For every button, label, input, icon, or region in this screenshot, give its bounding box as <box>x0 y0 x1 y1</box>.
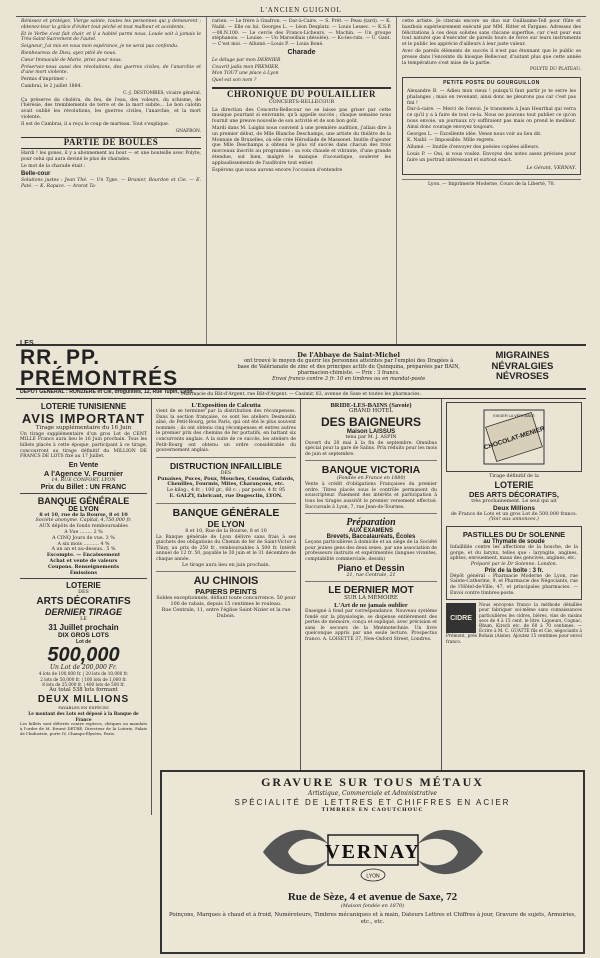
prep-sub: AUX EXAMENS <box>348 528 393 535</box>
ad-column-2 <box>152 399 301 815</box>
chronique-title: CHRONIQUE DU POULAILLIER <box>226 88 377 99</box>
pastilles-sub: au Thymate de soude <box>483 539 545 546</box>
gravure-title: GRAVURE SUR TOUS MÉTAUX <box>261 775 484 789</box>
chronique-subtitle: CONCERTS-BELLECOUR <box>268 98 335 105</box>
divider <box>156 457 296 458</box>
pastilles-prix: Prix de la boîte : 3 fr. <box>484 567 544 574</box>
victoria-title: BANQUE VICTORIA <box>321 464 421 477</box>
vernay-name: VERNAY <box>324 841 421 863</box>
vernay-lyon: LYON <box>365 873 380 880</box>
ad-column-4 <box>442 399 586 815</box>
banque-addr: 8 et 10, rue de la Bourse, 8 et 10 <box>39 511 128 518</box>
prep-brevets: Brevets, Baccalauréats, Écoles <box>326 534 416 541</box>
escompte: Escompte. — Encaissement <box>46 552 121 559</box>
cidre-ad <box>446 603 582 645</box>
chocolat-menier-logo <box>479 405 549 469</box>
vernay-ornament <box>243 819 503 885</box>
prep-addr: 21, rue Centrale, 21 <box>346 572 396 578</box>
chronique-paragraph: La direction des Concerts-Bellecour ne se laisse pas griser par cette musique pourtant si enivrante, qu'à appelle succès ; chaque semaine nous fournit une preuve nouvelle de son activité et de son bon goût. <box>212 107 391 125</box>
premontres-title: RR. PP. PRÉMONTRÉS <box>20 345 179 390</box>
gerant: Le Gérant, VERNAY. <box>526 165 576 171</box>
commentary: Ça préserve du choléra, du feu, de l'eau, des voleurs, du schisme, de l'hérésie, des tremblements de terre et de la mort subite... Le bon calotin avait oublié les révolutions, les guerres civiles, l'anarchie, et la mort violente. <box>21 97 201 120</box>
lot-un: Un Lot de 200,000 Fr. <box>49 663 118 671</box>
lot-line: 8 lots de 25,000 fr. | 400 lots de 500 fr. <box>42 682 125 688</box>
banque2-addr: 8 et 10, Rue de la Bourse, 8 et 10 <box>185 528 267 534</box>
pastilles-title: PASTILLES DU Dr SOLENNE <box>462 530 566 540</box>
lot-dernier: DERNIER TIRAGE <box>44 607 122 618</box>
ads-area <box>16 399 586 815</box>
charade-line: Le déluge par mon DERNIER <box>212 57 281 63</box>
mot-sub: SUR LA MÉMOIRE <box>344 595 398 602</box>
poem-line: Préservez-nous aussi des révolutions, des guerres civiles, de l'anarchie et d'une mort violente. <box>21 64 201 76</box>
abbey-title: De l'Abbaye de Saint-Michel <box>297 351 401 359</box>
chinois-title: AU CHINOIS <box>193 575 259 588</box>
chronique-cont: cette artiste. Je citerais encore un duo sur Guillaume-Tell pour flûte et hautbois supérieurement exécuté par MM. Ritter et Fargues. Adressez des félicitations à ces deux solistes sans chicane superflue, car c'est pour eux tout naturel que d'exécuter de pareils tours de force sur leurs instruments et le public les apprécie d'ailleurs à leur juste valeur. <box>402 19 581 48</box>
lot-amount: 500,000 <box>47 643 120 666</box>
bride-title: BRIDE-LES-BAINS (Savoie) <box>330 402 412 409</box>
poem-line: Bénissez et protégez, Vierge sainte, toutes les personnes qui y demeurent ; obtenez-leur la grâce d'éviter tout péché et tout malheur et accidents. <box>21 19 201 30</box>
banque-title: BANQUE GÉNÉRALE <box>37 495 130 506</box>
charade-line: Quel est son nom ? <box>212 78 257 84</box>
prix-billet: Prix du Billet : UN FRANC <box>20 484 147 494</box>
loterie4-text: très prochainement. Le seul qui ait <box>471 498 557 504</box>
taux-line: A CINQ Jours de vue. 3 % <box>52 535 115 541</box>
tirage-text: Tirage définitif de la <box>489 474 539 479</box>
commentary: Il est de Cambrai, il a reçu le coup de marteau. Tout s'explique. <box>21 121 170 127</box>
victoria-sub: (Fondée en France en 1880) <box>336 476 406 482</box>
lot-title: LOTERIE <box>66 581 101 591</box>
agence: A l'Agence V. Fournier <box>43 468 124 478</box>
premontres-les: LES <box>20 339 34 347</box>
chinois-addr: Rue Centrale, 11, entre l'église Saint-Nizier et la rue Dubois. <box>161 607 291 619</box>
premontres-left <box>20 340 234 395</box>
bride-hotel: GRAND HOTEL <box>348 408 394 414</box>
taux-line: A un an et au-dessus.. 5 % <box>51 547 116 553</box>
prep-text: Leçons particulières à domicile et au siège de la Société pour jeunes gens des deux sexes, par une association de professeurs instruits et expérimentés (langues vivantes, comptabilité commerciale, dessin) <box>305 540 437 562</box>
pastilles-text: Infaillible contre les affections de la bouche, de la gorge, et du larynx, telles que : laryngite, angines, aphtes, enrouement, maux des gencives, angines, etc. <box>450 545 578 562</box>
prep-title: Préparation <box>346 517 396 529</box>
lot-date: 31 Juillet prochain <box>48 622 119 632</box>
gravure-ad <box>160 770 585 954</box>
poste-item: Louis P. — Oui, si vous voulez. Envoyez des notes assez précises pour faire un portrait intéressant et surtout exact. <box>407 151 576 163</box>
divider <box>156 503 296 504</box>
premontres-middle <box>234 352 462 382</box>
imprimerie: Lyon. — Imprimerie Moderne, Cours de la Liberté, 70. <box>402 179 581 188</box>
permis-place: Cambrai, le 2 juillet 1884. <box>21 83 82 89</box>
loterie4-title: LOTERIE <box>494 479 534 490</box>
pharmacies-line: Pharmacie du Bât-d'Argent, rue Bât-d'Argent. — Casimir, 83, avenue de Saxe et toutes les pharmacies. <box>16 390 586 399</box>
signature: GNAFRON. <box>175 128 201 134</box>
charade-title: Charade <box>287 48 316 56</box>
distr-list: Punaises, Puces, Poux, Mouches, Cousins, Cafards, Chenilles, Fourmis, Mites, Charançons, etc. <box>157 475 295 488</box>
ailment: NÉVRALGIES <box>491 360 554 372</box>
loterie4-note: (Voir aux annonces.) <box>489 517 539 523</box>
lot-dix: DIX GROS LOTS <box>58 631 109 639</box>
agence-addr: 14, RUE CONFORT, LYON <box>51 477 116 483</box>
distr-maker: E. GALZY, fabricant, rue Dugesclin, LYON. <box>169 492 283 499</box>
column-1 <box>16 17 207 344</box>
ailment: NÉVROSES <box>496 371 549 383</box>
column-2 <box>207 17 397 344</box>
signature: POLYTE DU PLATEAU. <box>529 67 581 73</box>
gravure-fonde: (Maison fondée en 1870) <box>340 903 405 909</box>
chronique-paragraph: Espérons que nous aurons encore l'occasion d'entendre <box>212 167 343 173</box>
abbey-envoi: Envoi franco contre 3 fr. 10 en timbres ou en mandat-poste <box>272 376 426 382</box>
poste-item: K. Naibl. — Impossible. Mille regrets. <box>407 138 495 144</box>
choc-banner: EXIGER LA VÉRITABLE <box>493 414 535 418</box>
loterie-tunisienne-title: LOTERIE TUNISIENNE <box>40 402 127 411</box>
chronique-cont: Avec de pareils éléments de succès il n'est pas étonnant que le public se presse dans l'enceinte du kiosque Bellecour, d'autant plus que cette année la température s'est mise de la partie. <box>402 48 581 66</box>
gravure-spec: SPÉCIALITÉ DE LETTRES ET CHIFFRES EN ACIER <box>234 798 511 807</box>
premontres-depot: DÉPÔT GÉNÉRAL : RONZIÈRE et Cie, droguistes, 12, Rue Tupin, Lyon <box>20 388 193 395</box>
banque2-title: BANQUE GÉNÉRALE <box>172 506 280 519</box>
poste-item: Dar-à-caire. — Merci de l'envoi. Je transmets à Jean Heurthal qui verra ce qu'il y a à faire de tout ce-la. Nous ne pouvons tout publier ce qu'on nous envoie, un journaux n'y suffiraient pas mais on prend le meilleur. Ainsi donc courage envoyez toujours. <box>407 107 576 130</box>
ad-column-1 <box>16 399 152 815</box>
partie-mot: Le mot de la charade était : <box>21 163 86 169</box>
achat: Achat et vente de valeurs <box>49 557 118 564</box>
charade-line: Mon TOUT une place à Lyon <box>212 71 279 77</box>
gravure-timbres: TIMBRES EN CAOUTCHOUC <box>321 807 424 813</box>
pastilles-ad <box>446 526 582 600</box>
partie-answer: Belle-cour <box>21 170 51 177</box>
lot-le: LE <box>80 617 87 623</box>
poem-line: Seigneur, j'ai mis en vous mon espérance, je ne serai pas confondu. <box>21 44 179 50</box>
banque2-text: La Banque générale de Lyon délivre sans frais à ses guichets des obligations du Chemin de fer de Saint-Victor à Thizy, au prix de 250 fr., remboursables à 500 fr. Intérêt annuel de 12 fr. 50, payable le 30 juin et le 31 décembre de chaque année. <box>156 534 296 562</box>
lot-payables: PAYABLES EN ESPÈCES <box>58 704 109 710</box>
lot-millions: DEUX MILLIONS <box>37 693 130 705</box>
poste-title: PETITE POSTE DU GOURGUILLON <box>443 80 540 87</box>
banque-depots: AUX dépôts de fonds remboursables <box>39 524 128 530</box>
lot-depot: Le montant des Lots est déposé à la Banque de France <box>28 710 139 722</box>
taux-line: A six mois .......... 4 % <box>57 541 110 547</box>
divider <box>156 571 296 572</box>
emissions: Émissions <box>20 571 147 580</box>
editorial-columns <box>16 16 586 344</box>
mot-title: LE DERNIER MOT <box>328 585 414 597</box>
vente: En Vente <box>68 461 99 469</box>
chinois-text: Soldes exceptionnels, défiant toute concurrence. 50 pour 100 de rabais, depuis 15 centimes le rouleau. <box>156 596 296 608</box>
bride-maison: Maison LAISSUS <box>346 428 396 435</box>
banque-sa: Société anonyme. Capital, 4,750,000 fr. <box>35 518 132 524</box>
partie-solutions: Solutions justes : Jean Thé. — Un Type. — Brunier, Bourdon et Cie. — E. Paté. — K. Rapace. — Ararat Ta- <box>21 178 201 190</box>
abbey-text: ont trouvé le moyen de guérir les personnes atteintes par l'emploi des Dragées à base de Valérianate de zinc et des principes actifs du Quinquina, préparées par BAIN, pharmacien-chimiste. — Prix : 3 francs. <box>237 358 460 376</box>
bride-text: Ouvert du 20 mai à la fin de septembre. Omnibus spécial pour la gare de Salins. Prix réduits pour les mois de juin et septembre. <box>305 440 437 457</box>
banque2-tirage: Le tirage aura lieu en juin prochain. <box>182 562 270 568</box>
poste-item: Alexandre B. — Adieu mon vieux ! puisqu'il faut partir je te serre les phalanges ; mais en revenant, ainsi donc ne pleurons pas car c'est pas fini ! <box>407 88 576 106</box>
lot-des: DES <box>78 590 89 596</box>
running-head: L'ANCIEN GUIGNOL <box>260 6 342 14</box>
distr-title: DISTRUCTION INFAILLIBLE <box>170 460 282 471</box>
premontres-right <box>463 351 582 383</box>
charade-line: Couvrit jadis mon PREMIER, <box>212 64 280 70</box>
ailment: MIGRAINES <box>495 350 550 362</box>
mot-art: L'Art de ne jamais oublier <box>334 602 408 610</box>
gravure-sub: Artistique, Commerciale et Administrative <box>308 790 437 797</box>
lot-de: Lot de <box>76 638 91 645</box>
lot-billets: Les billets sont délivrés contre espèces, chèques ou mandats à l'ordre de M. Ernest DETRÉ, Directeur de la Loterie, Palais de l'Industrie, porte IV, Champs-Élysées, Paris. <box>20 721 147 736</box>
mot-text: Enseigné à fond par correspondance. Nouveau système fondé sur la physiologie, se dispense entièrement des pertes de mémoire, conçu et expliqué, avec précision et sans le secours de la Mnémotechnie. Un livre quelconque appris par une seule lecture. Prospectus franco. A. LOISETTE 37, New-Oxford Street, Londres. <box>305 609 437 643</box>
taux-line: A Vue ........ 2 % <box>64 529 103 535</box>
gravure-foot: Poinçons, Marques à chaud et à froid, Numéroteurs, Timbres mécaniques et à main, Dateurs Lettres et Chiffres à jour, Gravure de sujets, Armoiries, etc., etc. <box>168 912 577 925</box>
banque2-city: DE LYON <box>207 518 245 529</box>
loterie4-text2: de Francs de Lots et un gros Lot de 500,000 francs. <box>450 511 578 517</box>
divider <box>305 513 437 514</box>
chocolat-menier-ad <box>446 402 582 472</box>
choc-label: CHOCOLAT-MENIER <box>483 425 546 452</box>
loterie4-des: DES ARTS DÉCORATIFS, <box>468 489 559 499</box>
column-3 <box>397 17 586 344</box>
petite-poste <box>402 77 581 175</box>
poste-item: Georges L. — Excellente idée. Venez nous voir au lieu dit. <box>407 131 542 137</box>
lot-line: 4 lots de 100,000 fr. | 20 lots de 10,000 fr. <box>38 670 129 676</box>
avis-sub: Tirage supplémentaire du 16 Juin <box>35 425 132 431</box>
lot-arts: ARTS DÉCORATIFS <box>36 596 131 608</box>
solutions-cont: rarien. — Le frère à Gnafron. — Dar-à-Caire. — S. Prêt. — Peau (tard). — K. Naibl. — Elle ou lui. Georges L. — Léon Desplatz. — Louis Lessec. — K.S.P.—08.N.100. — Le cercle des Francs-Licheurs. — Machin. — Un groupe stéphanois. — Louise. — Un Marseillais (désolée). — Ko-les-rats. — U. Gant. — C'est moi. — Allumé.—Louis P. — Louis Boné. <box>212 19 391 48</box>
coupons: Coupons. Renseignements <box>47 563 120 570</box>
poem-line: Et le Verbe s'est fait chair, et il a habité parmi nous. Louée soit à jamais le Très-Saint-Sacrement de l'autel. <box>21 31 201 43</box>
poste-item: Allumé. — Inutile d'envoyer des poésies copiées ailleurs. <box>407 145 540 151</box>
ad-column-3 <box>301 399 442 815</box>
distr-price: Le kilog., 4 fr. ; 100 gr., 60 c. ; par poste, 4 fr. 95 <box>166 488 286 494</box>
banque-city: DE LYON <box>68 505 99 513</box>
chinois-sub: PAPIERS PEINTS <box>195 587 257 597</box>
cidre-text: Nous envoyons franco la méthode détaillée pour fabriquer soi-même sans connaissances particulières les cidres, bières, vins de raisins secs de 4 à 15 cent. le litre. Liqueurs, Cognac, Rhum, Kirsch etc. de 60 à 70 centimes. — Écrire à M. C. GUATTE fils et Cie, négociants à Prémont, près Rohaix (Aisne). Ajoutez 15 centimes pour envoi franco. <box>446 603 582 645</box>
permis-label: Permis d'imprimer : <box>21 77 68 83</box>
bride-baigneurs: DES BAIGNEURS <box>320 414 421 429</box>
poem-line: Cœur Immaculé de Marie, priez pour nous. <box>21 57 123 63</box>
victoria-text: Vente à crédit d'obligations Françaises du premier ordre. Titres placés sous le contrôle permanent du souscripteur. Paiement des intérêts et participation à tous les tirages aussitôt le premier versement effectué. Succursale à Lyon, 7, rue Jean-de-Tournes. <box>305 482 437 510</box>
lot-total: Au total 538 lots formant <box>49 687 118 694</box>
loterie4-million: Deux Millions <box>493 504 535 512</box>
cidre-logo: CIDRE <box>446 603 476 633</box>
divider <box>305 581 437 582</box>
gravure-addr: Rue de Sèze, 4 et avenue de Saxe, 72 <box>287 891 458 903</box>
signature: C.-J. DESTOMBES, vicaire général. <box>123 90 201 96</box>
avis-text: Un tirage supplémentaire d'un gros Lot de CENT MILLE Francs aura lieu le 16 Juin prochain. Tous les billets placés à cette époque, participant à ce tirage, concourront au tirage définitif du MILLION DE FRANCS DE LOTS fixé au 17 Juillet. <box>20 431 147 460</box>
lot-line: 2 lots de 50,000 fr. | 100 lots de 1,000 fr. <box>40 676 127 682</box>
pastilles-depot: Dépôt général : Pharmacie Moderne de Lyon, rue Sainte-Catherine, 9, et Pharmacie des Négociants, rue de l'Hôtel-de-Ville, 47, et principales pharmacies. — Envoi contre timbres-poste. <box>450 573 578 596</box>
partie-text: Hardi ! les gones, il y a abonnement au bout — et une bouteille avec Polyte, pour celui qui aura deviné le plus de charades. <box>21 151 201 162</box>
calcutta-title: L'Exposition de Calcutta <box>191 402 261 409</box>
poem-line: Bienheureux de Dieu, ayez pitié de nous. <box>21 50 117 56</box>
bride-tenu: tenu par M. J. ASPIN <box>345 434 397 440</box>
avis-title: AVIS IMPORTANT <box>21 411 146 426</box>
chronique-paragraph: Mardi dans M. Luigini nous convient à une première audition, j'allais dire à un premier début, de Mlle Blanche Deschamps, une artiste du théâtre de la Monnaie de Bruxelles, où elle crée Hérodiade de Massenet. Inutile d'ajouter que Mlle Deschamps a obtenu le plus vif succès dans chacun des trois morceaux inscrits au programme : sa voix chaude et vibrante, d'une grande étendue, sut bien, malgré le manque d'acoustique, soulever les applaudissements de l'auditoire tout entier. <box>212 125 391 166</box>
calcutta-text: vient de se terminer par la distribution des récompenses. Dans la section française, ce sont les ateliers Desmoulin aîné, de Petit-Bourg, près Paris, qui ont été le plus souvent nommés ; ils ont obtenu cinq récompenses et entres autres le premier prix des chemins de fer portatifs, en battant six concurrents anglais. A la suite de ce succès, les ateliers de Petit-Bourg ont obtenu un ordre considérable du gouvernement anglais. <box>156 409 296 454</box>
vernay-emblem <box>167 817 578 887</box>
pastilles-prep: Préparé par le Dr Solenne, London. <box>470 561 558 567</box>
section-title-partie: PARTIE DE BOULES <box>21 137 201 149</box>
divider <box>305 460 437 461</box>
prep-piano: Piano et Dessin <box>337 562 405 573</box>
distr-des: DES <box>220 470 232 476</box>
